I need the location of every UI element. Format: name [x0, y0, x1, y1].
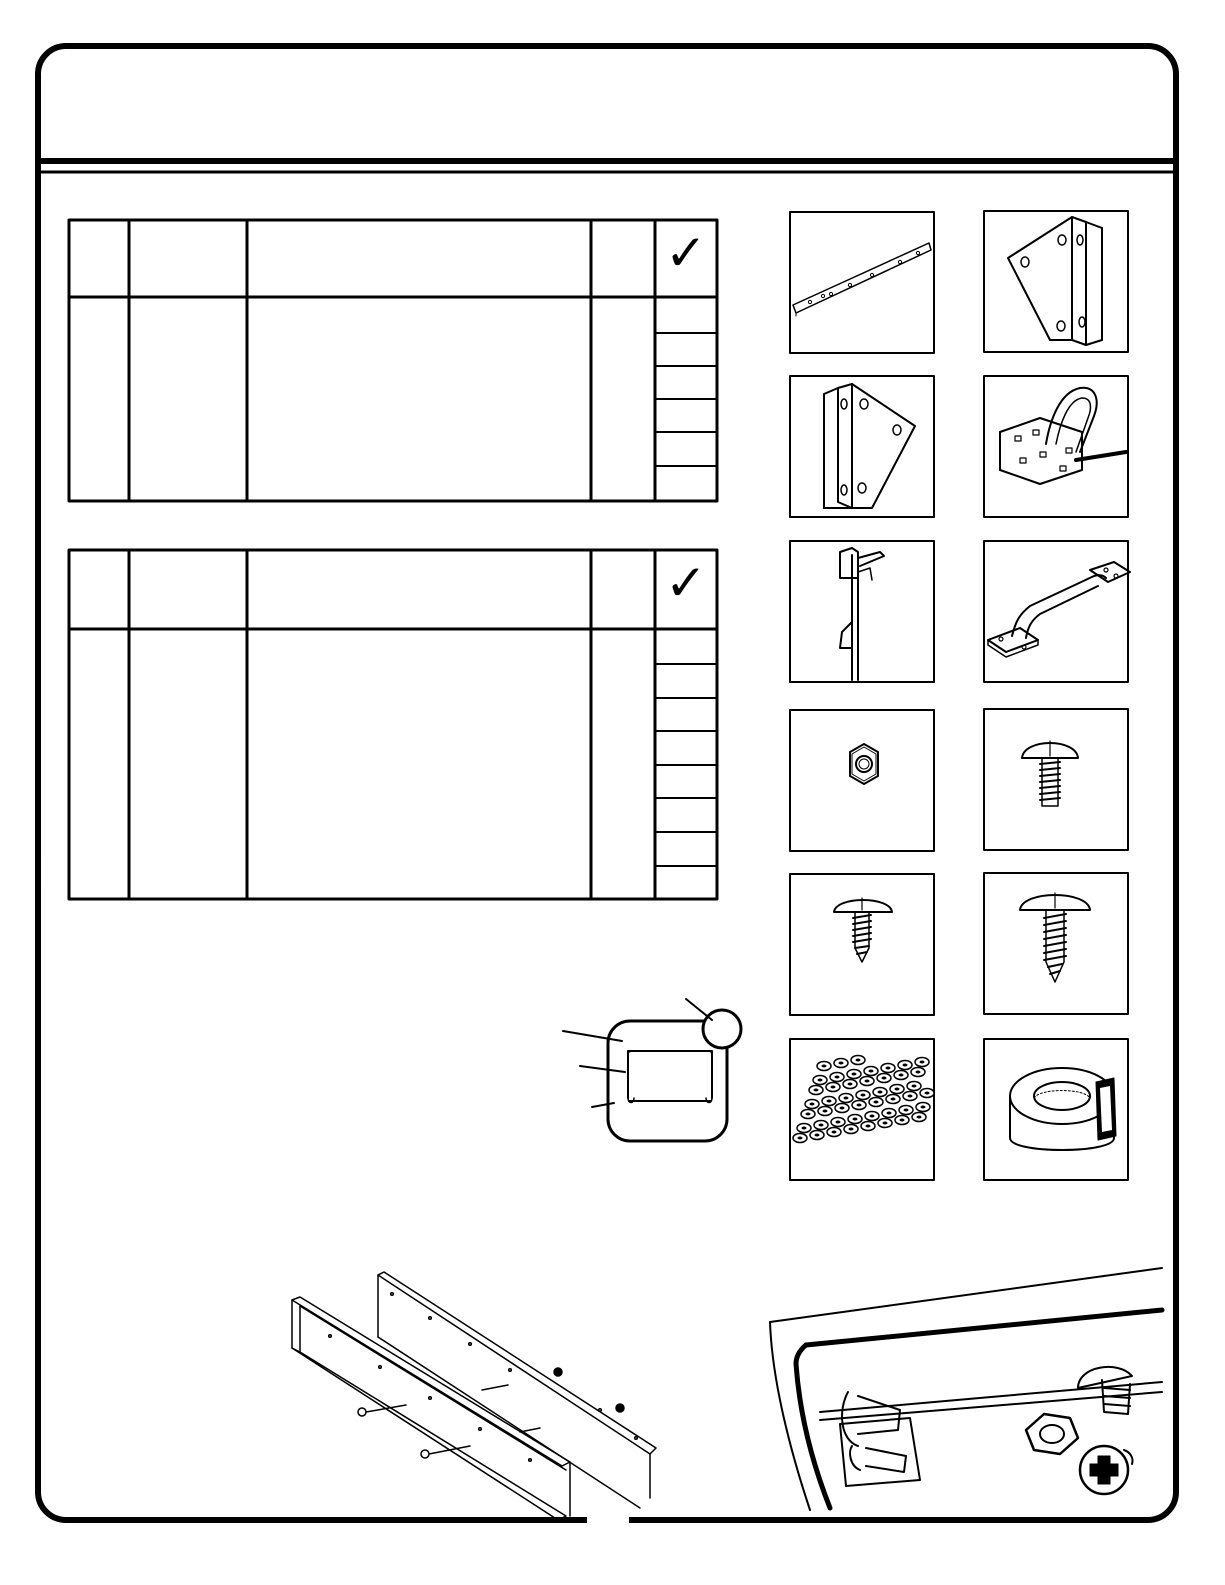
washer-hole: [916, 1071, 921, 1074]
long-sheet-metal-screw-icon: [984, 873, 1128, 1014]
washer-hole: [920, 1061, 925, 1064]
part-label-diagram-icon: [563, 999, 741, 1141]
checkmark-icon: ✓: [665, 224, 707, 282]
washer-hole: [827, 1100, 832, 1103]
door-latch-handle-icon: [984, 376, 1128, 517]
washer-hole: [878, 1091, 883, 1094]
washer-hole: [908, 1095, 913, 1098]
parts-table-1: [69, 220, 717, 501]
washer-hole: [848, 1083, 853, 1086]
washer-hole: [900, 1119, 905, 1122]
washer-hole: [891, 1098, 896, 1101]
washer-hole: [818, 1079, 823, 1082]
washer-hole: [815, 1134, 820, 1137]
short-sheet-metal-screw-icon: [790, 874, 934, 1015]
machine-screw-icon: [984, 709, 1128, 850]
flat-bar-icon: [790, 212, 934, 353]
door-pull-handle-icon: [984, 541, 1130, 682]
angle-gusset-right-icon: [984, 211, 1128, 352]
washer-hole: [798, 1137, 803, 1140]
washer-hole: [831, 1086, 836, 1089]
washer-hole: [866, 1125, 871, 1128]
washer-hole: [849, 1128, 854, 1131]
page-border: [38, 46, 1176, 1520]
washer-hole: [925, 1092, 930, 1095]
washer-hole: [874, 1101, 879, 1104]
washer-hole: [904, 1109, 909, 1112]
checkbox-column-1: [655, 333, 717, 466]
barrel-bolt-rod-icon: [790, 541, 934, 682]
washer-hole: [869, 1070, 874, 1073]
washer-hole: [839, 1062, 844, 1065]
washer-hole: [861, 1094, 866, 1097]
parts-table-2: [69, 550, 717, 899]
washer-hole: [802, 1127, 807, 1130]
washer-hole: [883, 1122, 888, 1125]
washer-hole: [887, 1112, 892, 1115]
washer-hole: [822, 1065, 827, 1068]
washer-hole: [882, 1077, 887, 1080]
washer-hole: [856, 1059, 861, 1062]
washer-hole: [917, 1116, 922, 1119]
washer-hole: [857, 1104, 862, 1107]
washer-hole: [819, 1124, 824, 1127]
washers-pile-icon: [790, 1039, 934, 1180]
washer-hole: [836, 1121, 841, 1124]
washer-hole: [899, 1074, 904, 1077]
washer-hole: [810, 1103, 815, 1106]
washer-hole: [844, 1097, 849, 1100]
angle-gusset-left-icon: [790, 376, 934, 517]
washer-hole: [823, 1110, 828, 1113]
washer-hole: [912, 1085, 917, 1088]
foam-tape-roll-icon: [984, 1039, 1128, 1180]
washer-hole: [865, 1080, 870, 1083]
washer-hole: [814, 1089, 819, 1092]
washer-hole: [886, 1067, 891, 1070]
washer-hole: [853, 1118, 858, 1121]
washer-hole: [921, 1106, 926, 1109]
washer-hole: [903, 1064, 908, 1067]
washer-hole: [870, 1115, 875, 1118]
checkmark-icon: ✓: [665, 554, 707, 612]
washer-hole: [895, 1088, 900, 1091]
channel-rails-assembly-icon: [292, 1272, 656, 1520]
washer-hole: [852, 1073, 857, 1076]
checkbox-column-2: [655, 664, 717, 866]
washer-hole: [806, 1113, 811, 1116]
washer-hole: [840, 1107, 845, 1110]
washer-hole: [835, 1076, 840, 1079]
hex-nut-icon: [790, 710, 934, 851]
hardware-closeup-icon: [770, 1268, 1162, 1510]
washer-hole: [832, 1131, 837, 1134]
bottom-border-gap: [587, 1512, 629, 1526]
